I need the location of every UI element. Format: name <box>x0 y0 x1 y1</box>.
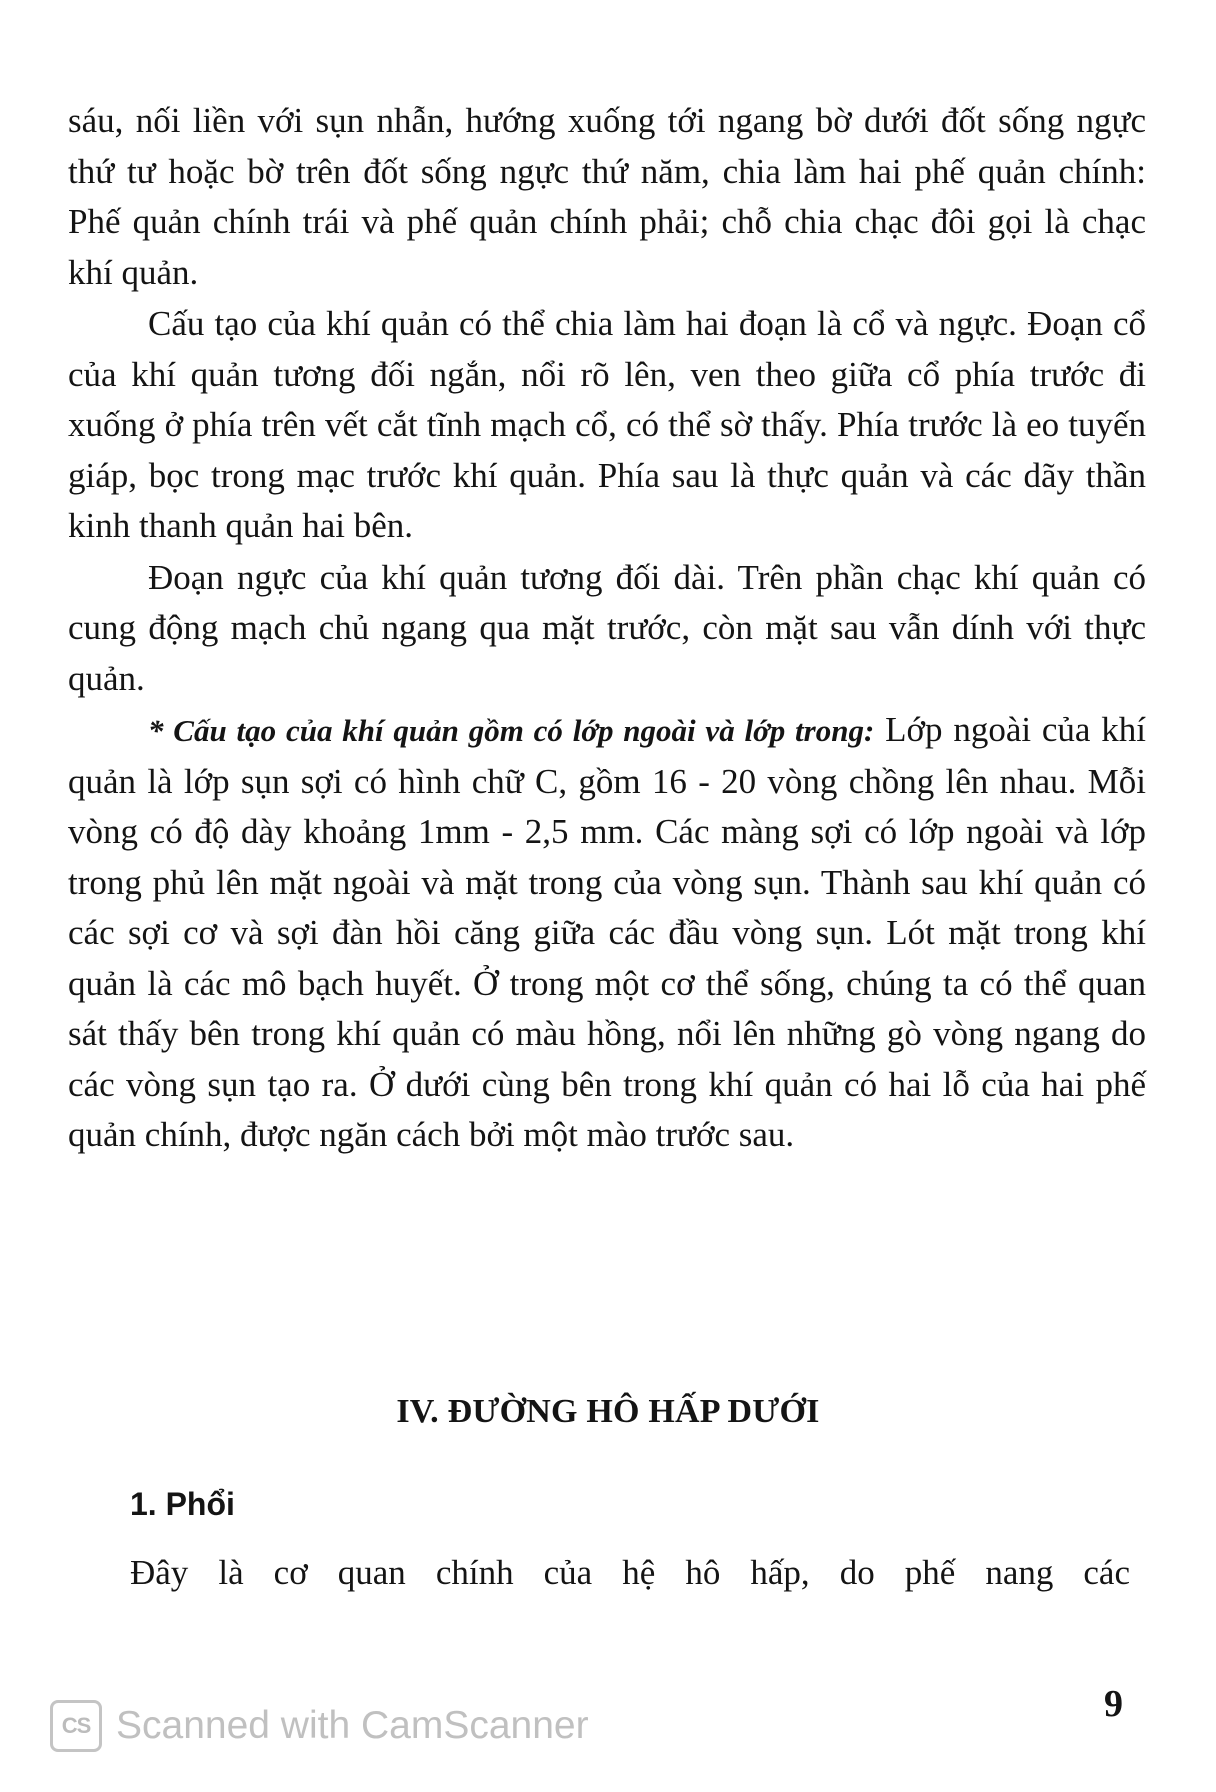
paragraph-continuation: sáu, nối liền với sụn nhẫn, hướng xuống tới ngang bờ dưới đốt sống ngực thứ tư hoặc bờ trên đốt sống ngực thứ năm, chia làm hai phế quản chính: Phế quản chính trái và phế quản chính phải; chỗ chia chạc đôi gọi là chạc khí quản. <box>68 101 1146 292</box>
paragraph-thoracic-segment: Đoạn ngực của khí quản tương đối dài. Trên phần chạc khí quản có cung động mạch chủ ngang qua mặt trước, còn mặt sau vẫn dính với thực quản. <box>68 557 1146 698</box>
paragraph-lungs-start: Đây là cơ quan chính của hệ hô hấp, do phế nang các <box>130 1553 1130 1592</box>
paragraph-layers <box>68 705 1146 1161</box>
emphasis-body: Lớp ngoài của khí quản là lớp sụn sợi có hình chữ C, gồm 16 - 20 vòng chồng lên nhau. Mỗi vòng có độ dày khoảng 1mm - 2,5 mm. Các màng sợi có lớp ngoài và lớp trong phủ lên mặt ngoài và mặt trong của vòng sụn. Thành sau khí quản có các sợi cơ và sợi đàn hồi căng giữa các đầu vòng sụn. Lót mặt trong khí quản là các mô bạch huyết. Ở trong một cơ thể sống, chúng ta có thể quan sát thấy bên trong khí quản có màu hồng, nổi lên những gò vòng ngang do các vòng sụn tạo ra. Ở dưới cùng bên trong khí quản có hai lỗ của hai phế quản chính, được ngăn cách bởi một mào trước sau. <box>68 710 1146 1154</box>
page-number: 9 <box>1104 1683 1123 1725</box>
paragraph-trachea-structure: Cấu tạo của khí quản có thể chia làm hai đoạn là cổ và ngực. Đoạn cổ của khí quản tương đối ngắn, nổi rõ lên, ven theo giữa cổ phía trước đi xuống ở phía trên vết cắt tĩnh mạch cổ, có thể sờ thấy. Phía trước là eo tuyến giáp, bọc trong mạc trước khí quản. Phía sau là thực quản và các dãy thần kinh thanh quản hai bên. <box>68 304 1146 545</box>
emphasis-lead: * Cấu tạo của khí quản gồm có lớp ngoài và lớp trong: <box>148 713 875 748</box>
body-text <box>68 96 1146 1161</box>
camscanner-logo-icon: CS <box>50 1700 102 1752</box>
camscanner-watermark <box>50 1700 589 1752</box>
watermark-text: Scanned with CamScanner <box>116 1704 589 1747</box>
section-heading: IV. ĐƯỜNG HÔ HẤP DƯỚI <box>396 1393 820 1430</box>
sub-heading: 1. Phổi <box>130 1486 235 1522</box>
